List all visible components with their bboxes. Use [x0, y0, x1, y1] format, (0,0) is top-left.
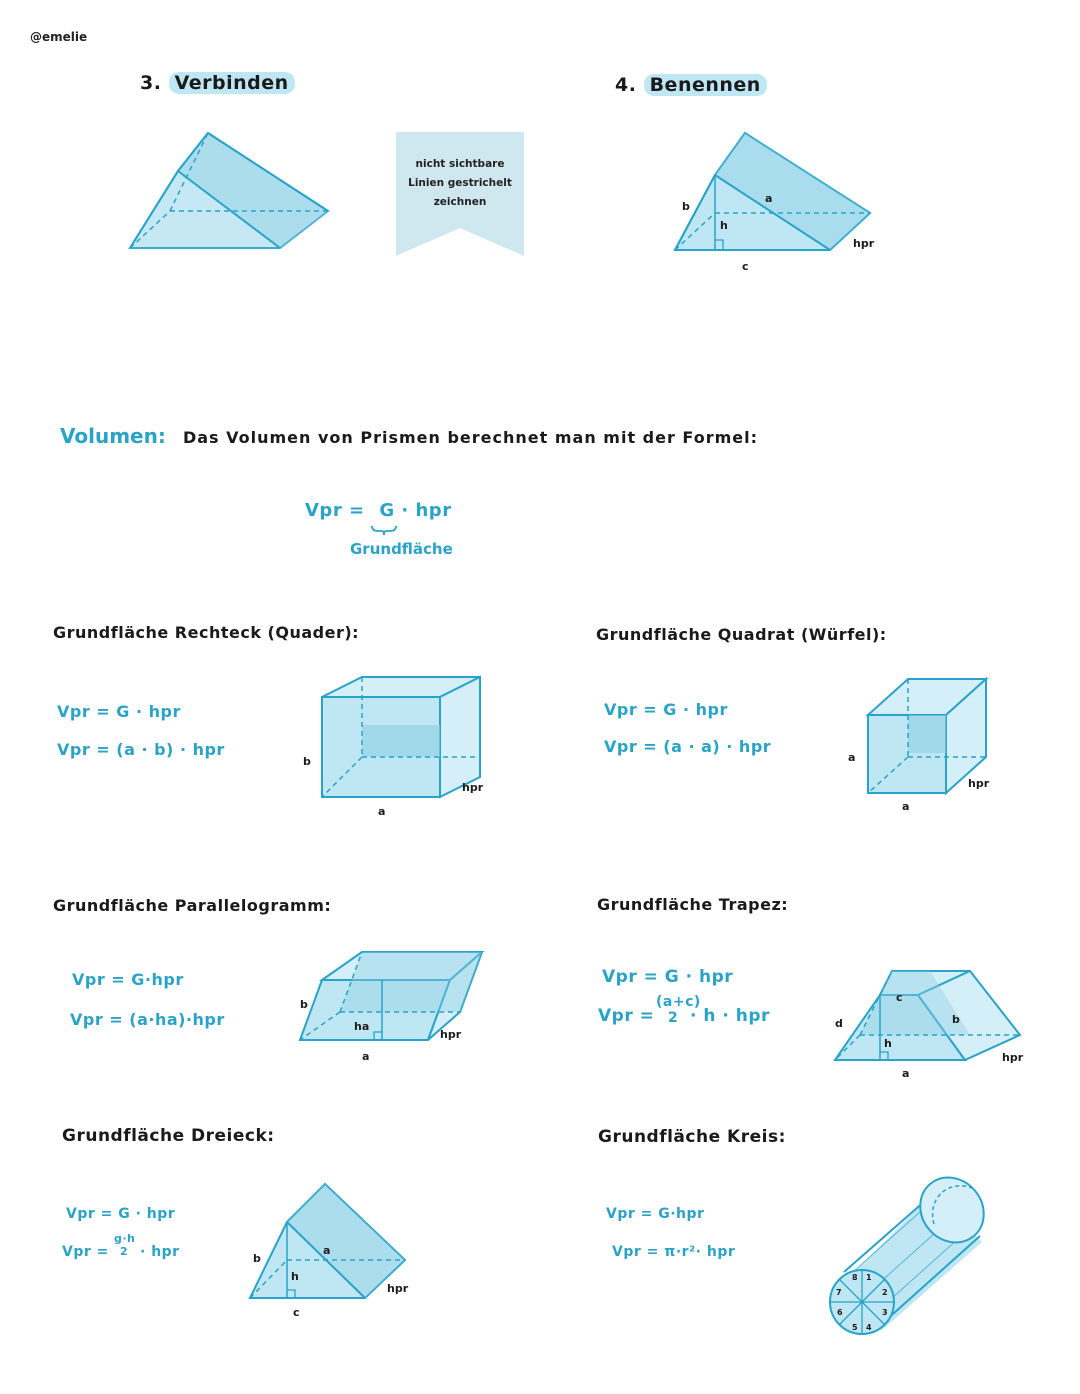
section-3-heading — [140, 72, 295, 94]
triangle-formula-label-hpr: hpr — [387, 1282, 409, 1295]
rechteck-title: Grundfläche Rechteck (Quader): — [53, 623, 360, 642]
cube-label-hpr: hpr — [968, 777, 990, 790]
dreieck-frac-den: 2 — [120, 1245, 129, 1258]
parallelogram-label-hpr: hpr — [440, 1028, 462, 1041]
label-c: c — [742, 260, 749, 273]
kreis-formula-2: Vpr = π·r²· hpr — [612, 1244, 736, 1260]
cuboid-label-b: b — [303, 755, 311, 768]
cuboid-label-a: a — [378, 805, 386, 818]
rechteck-formula-2: Vpr = (a · b) · hpr — [57, 740, 225, 759]
section-3-title: Verbinden — [169, 72, 295, 94]
trapez-frac-den: 2 — [668, 1010, 679, 1026]
trapezoid-label-d: d — [835, 1017, 843, 1030]
label-hpr: hpr — [853, 237, 875, 250]
triangle-prism-formula-diagram — [245, 1180, 425, 1320]
slice-label-5: 5 — [852, 1323, 858, 1332]
triangular-prism-connect-diagram — [120, 125, 340, 255]
hint-line-2: Linien gestrichelt — [408, 177, 512, 189]
trapezoid-label-c: c — [896, 991, 903, 1004]
hint-banner-text — [396, 155, 524, 212]
dreieck-title: Grundfläche Dreieck: — [62, 1126, 275, 1146]
slice-label-8: 8 — [852, 1273, 858, 1282]
hint-line-3: zeichnen — [433, 196, 487, 208]
volumen-text: Das Volumen von Prismen berechnet man mit der Formel: — [182, 428, 758, 447]
section-4-title: Benennen — [644, 74, 767, 96]
triangle-formula-label-h: h — [291, 1270, 299, 1283]
underbrace-label: Grundfläche — [350, 540, 453, 558]
trapez-frac-num: (a+c) — [656, 994, 701, 1010]
cube-diagram — [840, 675, 1000, 820]
section-4-heading — [615, 74, 767, 96]
cube-label-a-bottom: a — [902, 800, 910, 813]
parallelogram-label-b: b — [300, 998, 308, 1011]
trapez-formula-2 — [598, 994, 818, 1034]
trapez-f2-right: · h · hpr — [690, 1006, 770, 1026]
underbrace-icon — [370, 524, 398, 536]
trapez-title: Grundfläche Trapez: — [597, 895, 789, 914]
cuboid-diagram — [300, 675, 500, 818]
quadrat-formula-2: Vpr = (a · a) · hpr — [604, 737, 772, 756]
section-3-number: 3. — [140, 72, 162, 94]
volumen-label: Volumen: — [60, 424, 166, 448]
quadrat-title: Grundfläche Quadrat (Würfel): — [596, 625, 887, 644]
quadrat-formula-1: Vpr = G · hpr — [604, 700, 728, 719]
dreieck-formula-1: Vpr = G · hpr — [66, 1206, 176, 1222]
main-formula-left: Vpr = — [305, 500, 365, 521]
hint-line-1: nicht sichtbare — [415, 158, 505, 170]
trapez-formula-1: Vpr = G · hpr — [602, 967, 734, 987]
parallelogramm-title: Grundfläche Parallelogramm: — [53, 896, 332, 915]
slice-label-7: 7 — [836, 1288, 842, 1297]
trapezoid-label-h: h — [884, 1037, 892, 1050]
trapez-f2-left: Vpr = — [598, 1006, 655, 1026]
dreieck-f2-left: Vpr = — [62, 1244, 109, 1260]
slice-label-6: 6 — [837, 1308, 843, 1317]
trapezoid-label-b: b — [952, 1013, 960, 1026]
label-h: h — [720, 219, 728, 232]
slice-label-3: 3 — [882, 1308, 888, 1317]
trapezoid-label-hpr: hpr — [1002, 1051, 1024, 1064]
main-formula-g: G — [379, 500, 395, 521]
slice-label-2: 2 — [882, 1288, 888, 1297]
label-a: a — [765, 192, 773, 205]
cylinder-diagram — [822, 1180, 992, 1340]
parallelogram-prism-diagram — [290, 948, 495, 1068]
triangle-formula-label-a: a — [323, 1244, 331, 1257]
main-formula-right: · hpr — [401, 500, 452, 521]
volumen-intro — [60, 424, 758, 448]
slice-label-1: 1 — [866, 1273, 872, 1282]
parallelogramm-formula-1: Vpr = G·hpr — [72, 970, 184, 989]
triangle-formula-label-b: b — [253, 1252, 261, 1265]
main-formula — [305, 500, 452, 521]
triangular-prism-labeled-diagram — [670, 125, 900, 275]
cuboid-label-hpr: hpr — [462, 781, 484, 794]
trapezoid-label-a: a — [902, 1067, 910, 1080]
parallelogramm-formula-2: Vpr = (a·ha)·hpr — [70, 1010, 225, 1029]
kreis-title: Grundfläche Kreis: — [598, 1127, 786, 1147]
dreieck-f2-right: · hpr — [140, 1244, 180, 1260]
dreieck-frac-num: g·h — [114, 1232, 136, 1245]
slice-label-4: 4 — [866, 1323, 872, 1332]
kreis-formula-1: Vpr = G·hpr — [606, 1206, 705, 1222]
author-handle: @emelie — [30, 30, 88, 44]
dreieck-formula-2 — [62, 1230, 242, 1270]
label-b: b — [682, 200, 690, 213]
rechteck-formula-1: Vpr = G · hpr — [57, 702, 181, 721]
triangle-formula-label-c: c — [293, 1306, 300, 1319]
trapezoid-prism-diagram — [830, 965, 1030, 1085]
parallelogram-label-ha: ha — [354, 1020, 370, 1033]
section-4-number: 4. — [615, 74, 637, 96]
parallelogram-label-a: a — [362, 1050, 370, 1063]
cube-label-a-side: a — [848, 751, 856, 764]
